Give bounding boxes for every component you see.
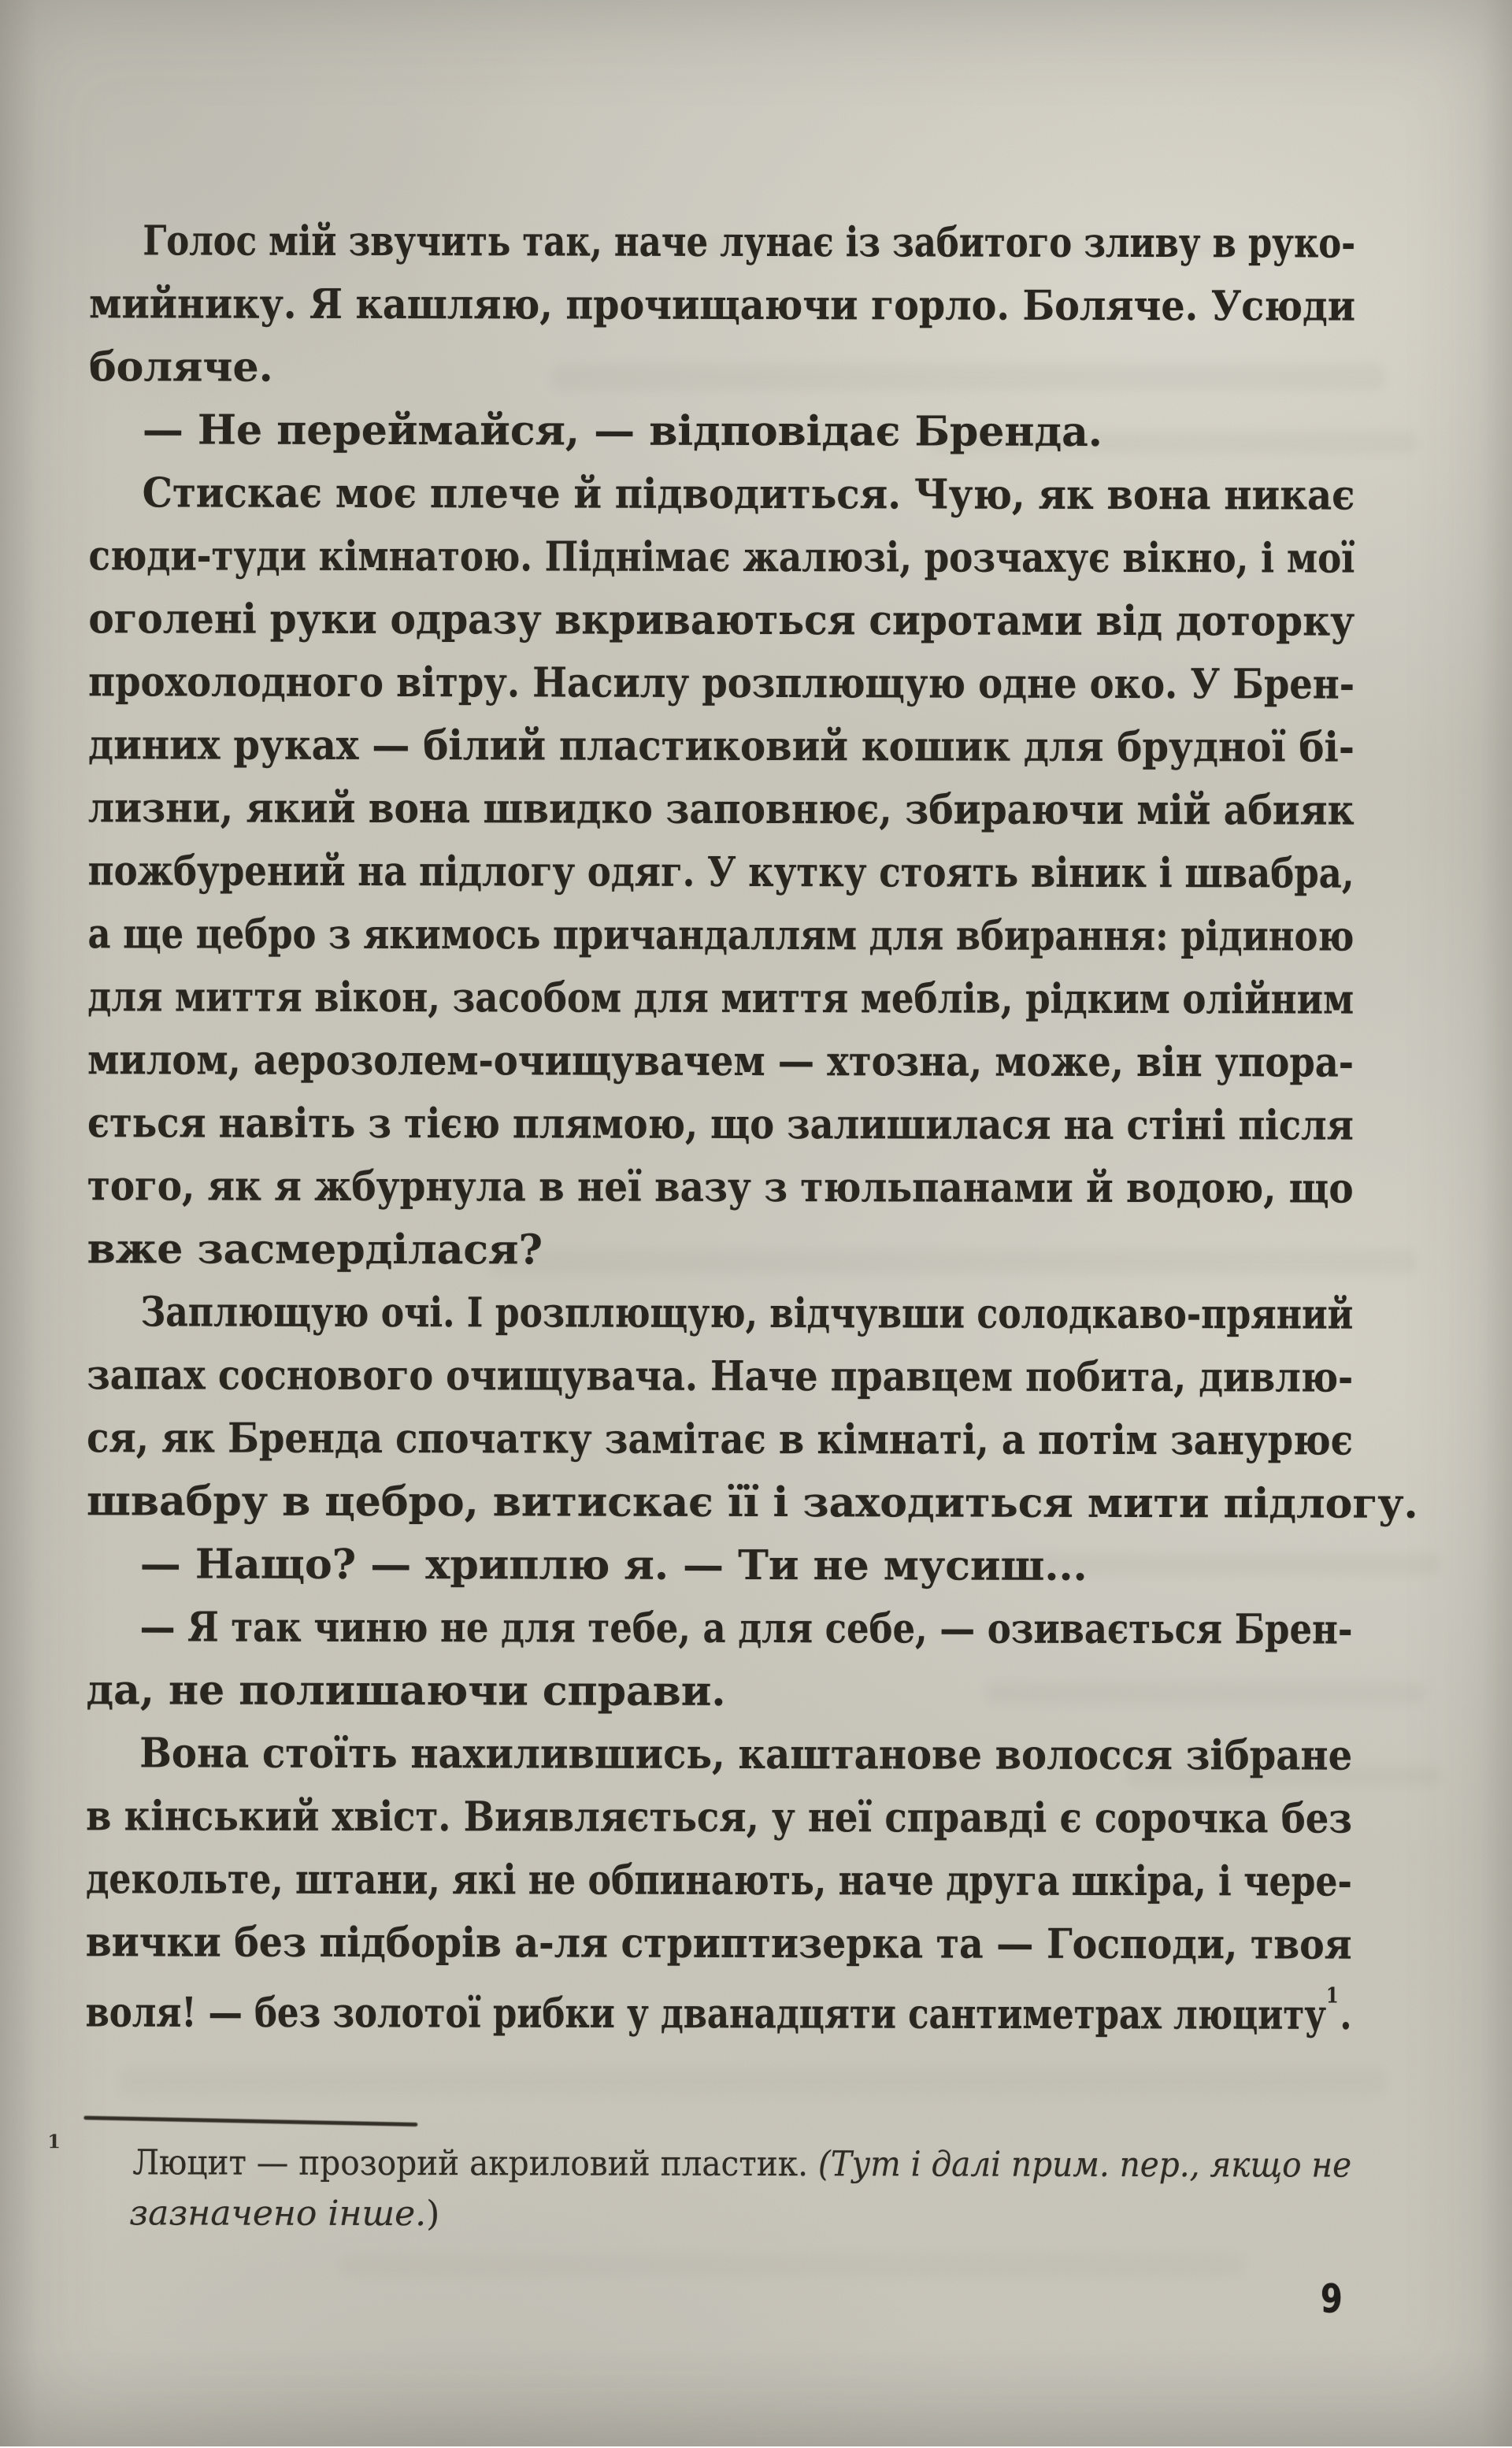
text-line: в кінський хвіст. Виявляється, у неї справді є сорочка без: [86, 1792, 1353, 1843]
text-line: вже засмерділася?: [87, 1225, 543, 1274]
footnote-divider: [83, 2116, 417, 2127]
text-line: а ще цебро з якимось причандаллям для вбирання: рідиною: [87, 910, 1354, 961]
text-line: того, як я жбурнула в неї вазу з тюльпанами й водою, що: [87, 1162, 1354, 1213]
text-line: сюди-туди кімнатою. Піднімає жалюзі, розчахує вікно, і мої: [88, 532, 1355, 583]
footnote: [85, 2138, 1351, 2241]
text-line: декольте, штани, які не обпинають, наче друга шкіра, і чере-: [85, 1855, 1352, 1906]
text-line: ся, як Бренда спочатку замітає в кімнаті, а потім занурює: [87, 1414, 1354, 1465]
text-line: прохолодного вітру. Насилу розплющую одне око. У Брен-: [88, 658, 1355, 709]
text-line: Заплющую очі. І розплющую, відчувши солодкаво-пряний: [140, 1288, 1354, 1339]
page-number: 9: [1320, 2276, 1343, 2322]
text-line: Стискає моє плече й підводиться. Чую, як вона никає: [142, 469, 1355, 520]
text-line: запах соснового очищувача. Наче правцем побита, дивлю-: [87, 1351, 1354, 1402]
text-line: зазначено інше.): [129, 2193, 440, 2235]
footnote-marker: 1: [47, 2130, 61, 2153]
text-line: швабру в цебро, витискає її і заходиться мити підлогу.: [86, 1477, 1418, 1528]
text-line: милом, аерозолем-очищувачем — хтозна, може, він упора-: [87, 1036, 1354, 1087]
text-line: — Я так чиню не для тебе, а для себе, — озивається Брен-: [139, 1603, 1353, 1654]
text-line: для миття вікон, засобом для миття меблів, рідким олійним: [87, 973, 1354, 1024]
text-line: воля! — без золотої рибки у дванадцяти сантиметрах люциту$^1$.: [85, 1983, 1352, 2039]
text-line: диних руках — білий пластиковий кошик для брудної бі-: [87, 721, 1354, 772]
text-line: — Не переймайся, — відповідає Бренда.: [142, 406, 1103, 456]
text-line: ється навіть з тією плямою, що залишилася на стіні після: [87, 1099, 1354, 1150]
text-line: Голос мій звучить так, наче лунає із забитого зливу в руко-: [143, 217, 1356, 268]
text-line: лизни, який вона швидко заповнює, збираючи мій абияк: [87, 784, 1354, 835]
page-text: [85, 210, 1418, 2039]
text-line: боляче.: [88, 343, 273, 391]
text-line: Люцит — прозорий акриловий пластик. (Тут і далі прим. пер., якщо не: [132, 2142, 1352, 2186]
text-line: пожбурений на підлогу одяг. У кутку стоять віник і швабра,: [87, 847, 1354, 898]
text-line: вички без підборів а-ля стриптизерка та — Господи, твоя: [85, 1918, 1352, 1969]
text-line: Вона стоїть нахилившись, каштанове волосся зібране: [139, 1729, 1353, 1780]
text-line: оголені руки одразу вкриваються сиротами від доторку: [88, 595, 1355, 646]
text-line: — Нащо? — хриплю я. — Ти не мусиш...: [139, 1540, 1088, 1590]
text-line: мийнику. Я кашляю, прочищаючи горло. Боляче. Усюди: [89, 280, 1356, 331]
text-line: да, не полишаючи справи.: [86, 1666, 726, 1715]
